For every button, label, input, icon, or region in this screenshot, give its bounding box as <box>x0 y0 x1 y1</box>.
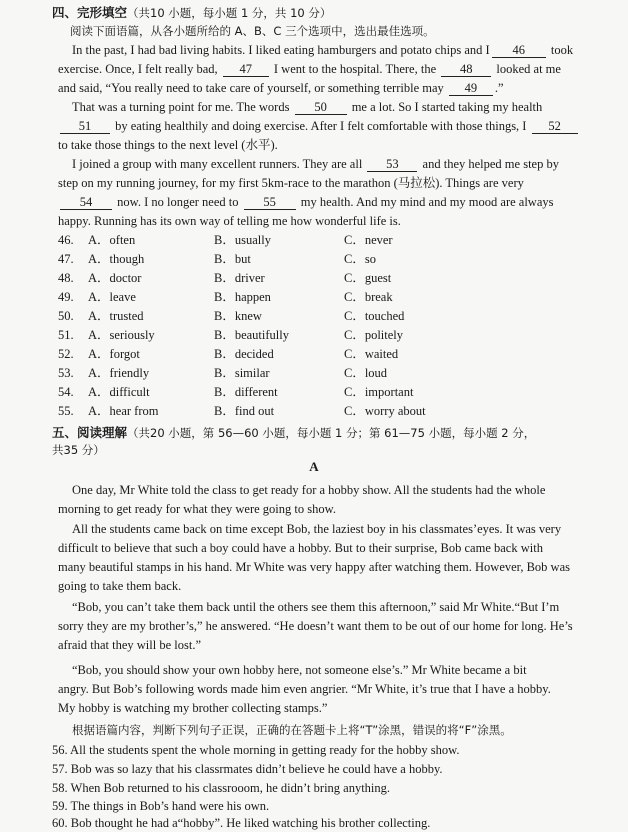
option-c: C．worry about <box>344 404 426 418</box>
section4-note: （共10 小题，每小题 1 分，共 10 分） <box>127 6 332 20</box>
option-c: C．touched <box>344 309 405 323</box>
section5-title: 五、阅读理解 <box>52 425 128 440</box>
option-c: C．important <box>344 385 414 399</box>
question-number: 54. <box>58 385 74 399</box>
option-a: A．friendly <box>88 366 150 380</box>
passage-text: I went to the hospital. There, the <box>273 62 437 76</box>
option-a: A．though <box>88 252 145 266</box>
option-c: C．so <box>344 252 376 266</box>
reading-line: My hobby is watching my brother collecting stamps.” <box>58 701 328 715</box>
reading-line: All the students came back on time except Bob, the laziest boy in his classmates’eyes. It was very <box>72 522 562 536</box>
passage-line-3 <box>58 79 592 97</box>
question-number: 51. <box>58 328 74 342</box>
option-b: B．decided <box>214 347 274 361</box>
question-number: 46. <box>58 233 74 247</box>
passage-text: me a lot. So I started taking my health <box>351 100 543 114</box>
option-b: B．similar <box>214 366 270 380</box>
reading-line: sorry they are my brother’s,” he answered. “He doesn’t want them to be out of our home for long. He’s <box>58 619 573 633</box>
reading-line: going to take them back. <box>58 579 182 593</box>
option-a: A．hear from <box>88 404 159 418</box>
question-number: 48. <box>58 271 74 285</box>
reading-line: One day, Mr White told the class to get ready for a hobby show. All the students had the whole <box>72 483 546 497</box>
passage-title: A <box>309 459 319 474</box>
reading-line: “Bob, you should show your own hobby here, not someone else’s.” Mr White became a bit <box>72 663 527 677</box>
option-b: B．different <box>214 385 278 399</box>
option-b: B．driver <box>214 271 265 285</box>
option-a: A．forgot <box>88 347 140 361</box>
passage-line-5 <box>58 117 592 135</box>
option-c: C．politely <box>344 328 404 342</box>
option-c: C．guest <box>344 271 392 285</box>
option-c: C．never <box>344 233 393 247</box>
section5-note-cont: 共35 分） <box>52 443 105 457</box>
passage-line-9 <box>58 193 592 211</box>
reading-line: “Bob, you can’t take them back until the others see them this afternoon,” said Mr White.“But I’m <box>72 600 560 614</box>
statement-57: 57. Bob was so lazy that his classrmates didn’t believe he could have a hobby. <box>52 762 443 776</box>
reading-line: afraid that they will be lost.” <box>58 638 202 652</box>
section5-heading <box>52 424 592 442</box>
passage-text: exercise. Once, I felt really bad, <box>58 62 218 76</box>
question-number: 50. <box>58 309 74 323</box>
passage-text: looked at me <box>496 62 561 76</box>
option-b: B．knew <box>214 309 262 323</box>
passage-line-8: step on my running journey, for my first 5km-race to the marathon (马拉松). Things are very <box>58 176 524 190</box>
blank-51: 51 <box>60 119 110 134</box>
option-c: C．loud <box>344 366 388 380</box>
reading-line: morning to get ready for what they were going to show. <box>58 502 336 516</box>
option-c: C．break <box>344 290 393 304</box>
option-b: B．beautifully <box>214 328 289 342</box>
option-b: B．usually <box>214 233 271 247</box>
option-a: A．difficult <box>88 385 150 399</box>
passage-line-10: happy. Running has its own way of telling me how wonderful life is. <box>58 214 401 228</box>
question-number: 53. <box>58 366 74 380</box>
passage-text: took <box>550 43 574 57</box>
passage-text: .” <box>494 81 504 95</box>
statement-58: 58. When Bob returned to his classrooom, he didn’t bring anything. <box>52 781 391 795</box>
question-number: 52. <box>58 347 74 361</box>
section4-title: 四、完形填空 <box>52 5 128 20</box>
passage-text: now. I no longer need to <box>117 195 239 209</box>
passage-line-1 <box>72 41 592 59</box>
blank-55: 55 <box>244 195 296 210</box>
passage-line-4 <box>72 98 592 116</box>
passage-text: I joined a group with many excellent runners. They are all <box>72 157 363 171</box>
option-a: A．trusted <box>88 309 144 323</box>
question-number: 49. <box>58 290 74 304</box>
option-b: B．find out <box>214 404 275 418</box>
blank-48: 48 <box>441 62 491 77</box>
passage-text: and they helped me step by <box>422 157 559 171</box>
section4-instruction: 阅读下面语篇，从各小题所给的 A、B、C 三个选项中，选出最佳选项。 <box>70 24 435 38</box>
blank-54: 54 <box>60 195 112 210</box>
option-a: A．seriously <box>88 328 155 342</box>
question-number: 47. <box>58 252 74 266</box>
option-b: B．happen <box>214 290 271 304</box>
option-c: C．waited <box>344 347 399 361</box>
tf-instruction: 根据语篇内容，判断下列句子正误，正确的在答题卡上将“T”涂黑，错误的将“F”涂黑。 <box>72 723 512 737</box>
option-a: A．doctor <box>88 271 142 285</box>
passage-text: my health. And my mind and my mood are always <box>300 195 554 209</box>
passage-line-6: to take those things to the next level (水平). <box>58 138 278 152</box>
option-a: A．leave <box>88 290 136 304</box>
section5-note: （共20 小题，第 56—60 小题，每小题 1 分；第 61—75 小题，每小题 2 分， <box>127 426 536 440</box>
blank-47: 47 <box>223 62 269 77</box>
passage-text: That was a turning point for me. The words <box>72 100 290 114</box>
passage-text: In the past, I had bad living habits. I liked eating hamburgers and potato chips and I <box>72 43 490 57</box>
blank-53: 53 <box>367 157 417 172</box>
passage-line-2 <box>58 60 592 78</box>
statement-56: 56. All the students spent the whole morning in getting ready for the hobby show. <box>52 743 460 757</box>
passage-line-7 <box>72 155 592 173</box>
blank-46: 46 <box>492 43 546 58</box>
reading-line: angry. But Bob’s following words made him even angrier. “Mr White, it’s true that I have a hobby. <box>58 682 551 696</box>
blank-50: 50 <box>295 100 347 115</box>
statement-60: 60. Bob thought he had a“hobby”. He liked watching his brother collecting. <box>52 816 431 830</box>
passage-text: by eating healthily and doing exercise. After I felt comfortable with those things, I <box>115 119 527 133</box>
section4-heading <box>52 4 592 22</box>
question-number: 55. <box>58 404 74 418</box>
option-a: A．often <box>88 233 136 247</box>
passage-text: and said, “You really need to take care of yourself, or something terrible may <box>58 81 444 95</box>
option-b: B．but <box>214 252 251 266</box>
reading-line: many beautiful stamps in his hand. Mr White was very happy after watching them. However, Bob was <box>58 560 570 574</box>
statement-59: 59. The things in Bob’s hand were his own. <box>52 799 270 813</box>
blank-52: 52 <box>532 119 578 134</box>
blank-49: 49 <box>449 81 493 96</box>
reading-line: difficult to believe that such a boy could have a hobby. But to their surprise, Bob came back with <box>58 541 543 555</box>
